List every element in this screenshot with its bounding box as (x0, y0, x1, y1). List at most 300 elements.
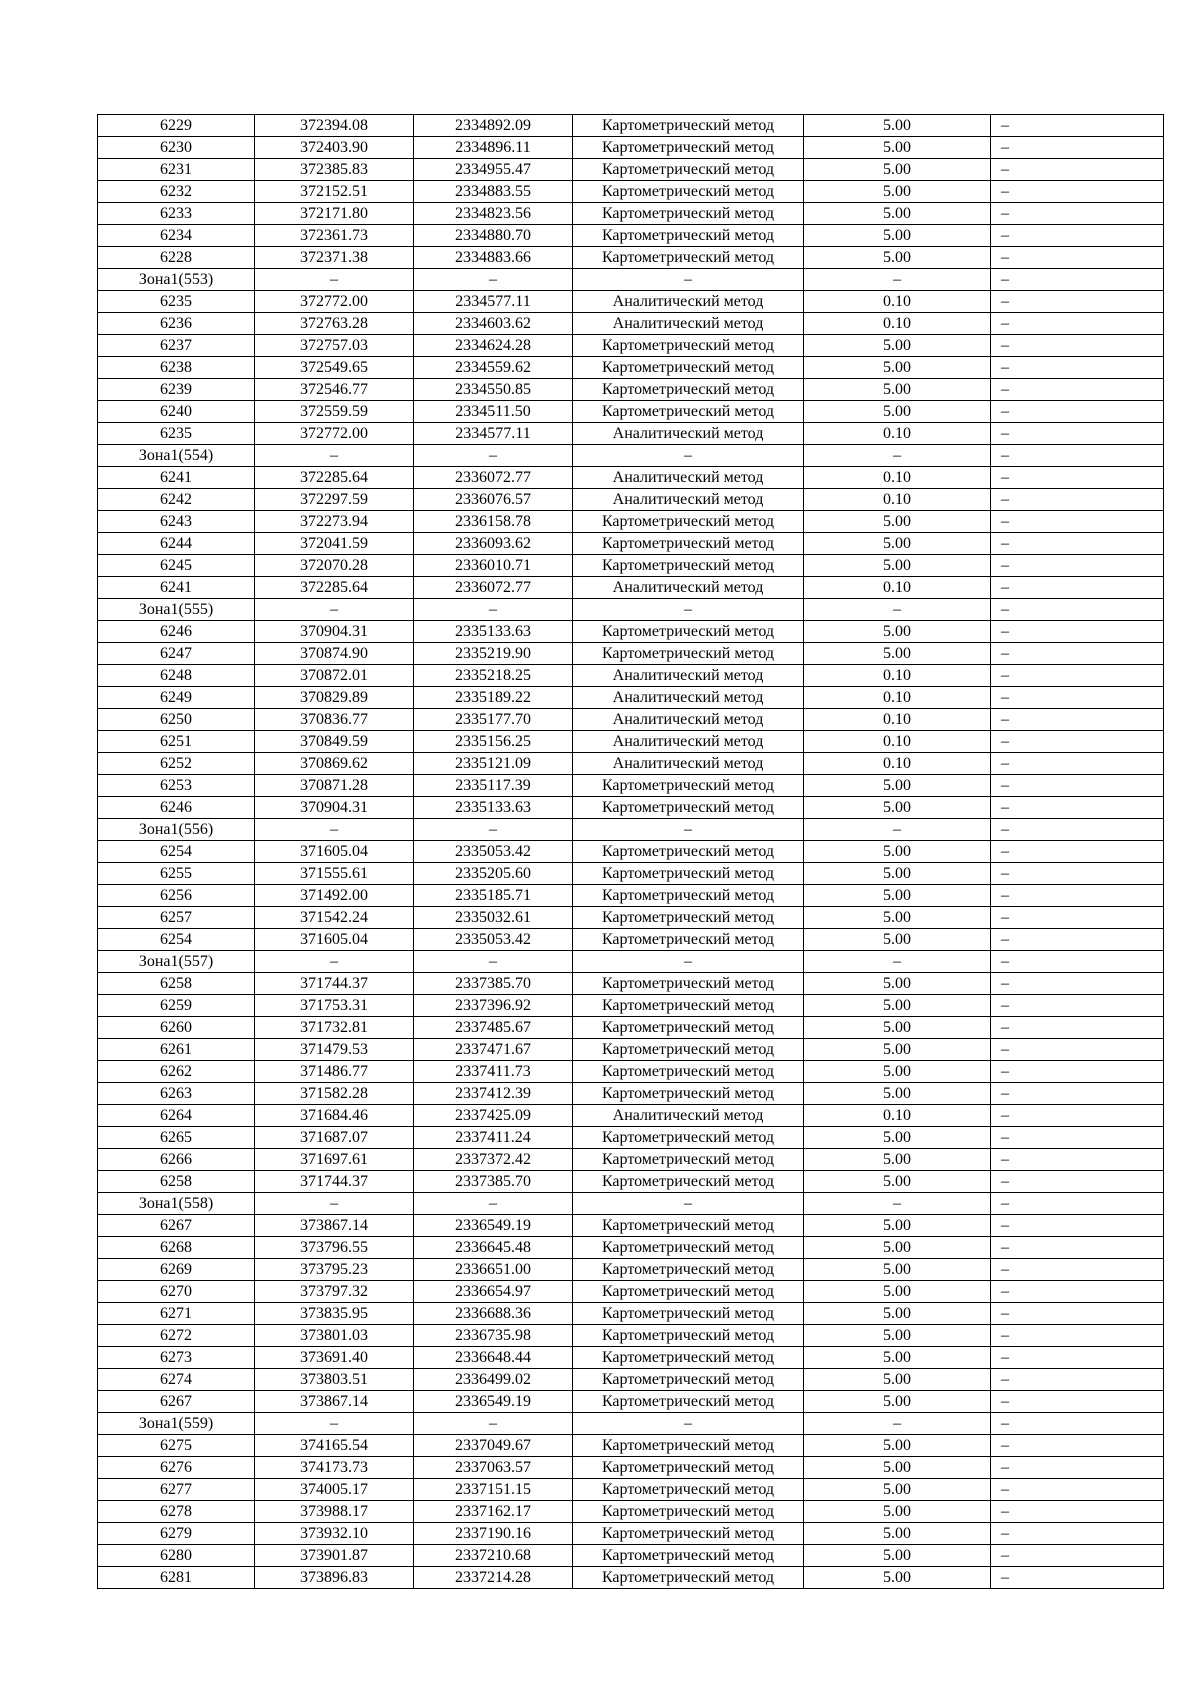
y-coordinate-cell: 2334577.11 (414, 423, 573, 445)
x-coordinate-cell: 373867.14 (255, 1215, 414, 1237)
y-coordinate-cell: 2337214.28 (414, 1567, 573, 1589)
table-row (98, 709, 1164, 731)
zone-header-row (98, 1413, 1164, 1435)
point-number-cell: Зона1(556) (98, 819, 255, 841)
point-number-cell: 6262 (98, 1061, 255, 1083)
point-number-cell: 6250 (98, 709, 255, 731)
description-cell: – (991, 907, 1164, 929)
point-number-cell: Зона1(559) (98, 1413, 255, 1435)
method-cell: Картометрический метод (573, 115, 804, 137)
description-cell: – (991, 159, 1164, 181)
table-row (98, 1237, 1164, 1259)
method-cell: Картометрический метод (573, 137, 804, 159)
accuracy-cell: 0.10 (804, 577, 991, 599)
accuracy-cell: 5.00 (804, 225, 991, 247)
accuracy-cell: 5.00 (804, 1479, 991, 1501)
method-cell: Картометрический метод (573, 929, 804, 951)
zone-header-row (98, 445, 1164, 467)
y-coordinate-cell: 2336549.19 (414, 1391, 573, 1413)
x-coordinate-cell: 371479.53 (255, 1039, 414, 1061)
accuracy-cell: 5.00 (804, 797, 991, 819)
method-cell: – (573, 1413, 804, 1435)
description-cell: – (991, 445, 1164, 467)
y-coordinate-cell: – (414, 269, 573, 291)
x-coordinate-cell: 373795.23 (255, 1259, 414, 1281)
description-cell: – (991, 1171, 1164, 1193)
method-cell: Картометрический метод (573, 1127, 804, 1149)
description-cell: – (991, 951, 1164, 973)
table-row (98, 1017, 1164, 1039)
y-coordinate-cell: – (414, 951, 573, 973)
y-coordinate-cell: 2336010.71 (414, 555, 573, 577)
table-row (98, 511, 1164, 533)
method-cell: Аналитический метод (573, 753, 804, 775)
accuracy-cell: 5.00 (804, 1215, 991, 1237)
method-cell: Картометрический метод (573, 1237, 804, 1259)
description-cell: – (991, 423, 1164, 445)
x-coordinate-cell: 372763.28 (255, 313, 414, 335)
y-coordinate-cell: 2335121.09 (414, 753, 573, 775)
method-cell: Аналитический метод (573, 467, 804, 489)
x-coordinate-cell: 371486.77 (255, 1061, 414, 1083)
method-cell: Картометрический метод (573, 1369, 804, 1391)
point-number-cell: 6276 (98, 1457, 255, 1479)
point-number-cell: 6258 (98, 973, 255, 995)
method-cell: Картометрический метод (573, 1303, 804, 1325)
x-coordinate-cell: 372403.90 (255, 137, 414, 159)
table-row (98, 1281, 1164, 1303)
description-cell: – (991, 1435, 1164, 1457)
accuracy-cell: 5.00 (804, 1259, 991, 1281)
description-cell: – (991, 467, 1164, 489)
point-number-cell: 6254 (98, 929, 255, 951)
table-row (98, 863, 1164, 885)
x-coordinate-cell: 371605.04 (255, 929, 414, 951)
table-row (98, 1259, 1164, 1281)
method-cell: Картометрический метод (573, 1017, 804, 1039)
description-cell: – (991, 533, 1164, 555)
table-row (98, 1501, 1164, 1523)
table-row (98, 1105, 1164, 1127)
y-coordinate-cell: 2334603.62 (414, 313, 573, 335)
accuracy-cell: – (804, 269, 991, 291)
accuracy-cell: 5.00 (804, 1369, 991, 1391)
point-number-cell: 6235 (98, 423, 255, 445)
table-row (98, 159, 1164, 181)
x-coordinate-cell: 370829.89 (255, 687, 414, 709)
y-coordinate-cell: 2334896.11 (414, 137, 573, 159)
method-cell: Картометрический метод (573, 357, 804, 379)
table-row (98, 1215, 1164, 1237)
method-cell: Картометрический метод (573, 973, 804, 995)
table-row (98, 621, 1164, 643)
y-coordinate-cell: – (414, 1413, 573, 1435)
description-cell: – (991, 511, 1164, 533)
point-number-cell: 6228 (98, 247, 255, 269)
y-coordinate-cell: 2334511.50 (414, 401, 573, 423)
x-coordinate-cell: 372273.94 (255, 511, 414, 533)
table-row (98, 797, 1164, 819)
y-coordinate-cell: 2335053.42 (414, 929, 573, 951)
table-row (98, 1567, 1164, 1589)
point-number-cell: 6264 (98, 1105, 255, 1127)
x-coordinate-cell: 371542.24 (255, 907, 414, 929)
accuracy-cell: 5.00 (804, 973, 991, 995)
description-cell: – (991, 621, 1164, 643)
y-coordinate-cell: 2337372.42 (414, 1149, 573, 1171)
y-coordinate-cell: 2337412.39 (414, 1083, 573, 1105)
method-cell: – (573, 951, 804, 973)
description-cell: – (991, 1325, 1164, 1347)
y-coordinate-cell: 2335185.71 (414, 885, 573, 907)
method-cell: Аналитический метод (573, 423, 804, 445)
x-coordinate-cell: 373691.40 (255, 1347, 414, 1369)
method-cell: Аналитический метод (573, 489, 804, 511)
x-coordinate-cell: 374173.73 (255, 1457, 414, 1479)
x-coordinate-cell: 372772.00 (255, 423, 414, 445)
table-row (98, 401, 1164, 423)
accuracy-cell: – (804, 599, 991, 621)
point-number-cell: 6279 (98, 1523, 255, 1545)
x-coordinate-cell: 372285.64 (255, 467, 414, 489)
y-coordinate-cell: 2336072.77 (414, 577, 573, 599)
accuracy-cell: 0.10 (804, 753, 991, 775)
method-cell: Картометрический метод (573, 1545, 804, 1567)
table-row (98, 555, 1164, 577)
method-cell: Картометрический метод (573, 1039, 804, 1061)
description-cell: – (991, 379, 1164, 401)
description-cell: – (991, 1413, 1164, 1435)
method-cell: Аналитический метод (573, 577, 804, 599)
table-row (98, 995, 1164, 1017)
x-coordinate-cell: 371582.28 (255, 1083, 414, 1105)
point-number-cell: Зона1(558) (98, 1193, 255, 1215)
x-coordinate-cell: – (255, 819, 414, 841)
table-row (98, 1061, 1164, 1083)
description-cell: – (991, 797, 1164, 819)
description-cell: – (991, 1369, 1164, 1391)
point-number-cell: 6269 (98, 1259, 255, 1281)
table-row (98, 225, 1164, 247)
description-cell: – (991, 1391, 1164, 1413)
method-cell: Картометрический метод (573, 1435, 804, 1457)
table-row (98, 247, 1164, 269)
table-row (98, 973, 1164, 995)
method-cell: Картометрический метод (573, 1479, 804, 1501)
point-number-cell: 6258 (98, 1171, 255, 1193)
accuracy-cell: 5.00 (804, 643, 991, 665)
y-coordinate-cell: 2336645.48 (414, 1237, 573, 1259)
method-cell: Картометрический метод (573, 907, 804, 929)
description-cell: – (991, 1457, 1164, 1479)
point-number-cell: 6255 (98, 863, 255, 885)
table-row (98, 335, 1164, 357)
y-coordinate-cell: 2337485.67 (414, 1017, 573, 1039)
table-row (98, 1523, 1164, 1545)
method-cell: Картометрический метод (573, 621, 804, 643)
point-number-cell: 6235 (98, 291, 255, 313)
method-cell: Аналитический метод (573, 1105, 804, 1127)
y-coordinate-cell: 2337210.68 (414, 1545, 573, 1567)
y-coordinate-cell: 2337425.09 (414, 1105, 573, 1127)
table-row (98, 731, 1164, 753)
accuracy-cell: 5.00 (804, 929, 991, 951)
description-cell: – (991, 995, 1164, 1017)
zone-header-row (98, 1193, 1164, 1215)
x-coordinate-cell: 370871.28 (255, 775, 414, 797)
x-coordinate-cell: 374005.17 (255, 1479, 414, 1501)
table-row (98, 929, 1164, 951)
method-cell: Картометрический метод (573, 1281, 804, 1303)
x-coordinate-cell: 373801.03 (255, 1325, 414, 1347)
y-coordinate-cell: 2337396.92 (414, 995, 573, 1017)
point-number-cell: 6268 (98, 1237, 255, 1259)
table-row (98, 533, 1164, 555)
y-coordinate-cell: 2334577.11 (414, 291, 573, 313)
x-coordinate-cell: 370872.01 (255, 665, 414, 687)
description-cell: – (991, 137, 1164, 159)
description-cell: – (991, 247, 1164, 269)
point-number-cell: 6251 (98, 731, 255, 753)
y-coordinate-cell: – (414, 599, 573, 621)
x-coordinate-cell: 371732.81 (255, 1017, 414, 1039)
x-coordinate-cell: 371687.07 (255, 1127, 414, 1149)
y-coordinate-cell: 2335133.63 (414, 797, 573, 819)
method-cell: Картометрический метод (573, 1171, 804, 1193)
x-coordinate-cell: – (255, 951, 414, 973)
method-cell: Картометрический метод (573, 1347, 804, 1369)
y-coordinate-cell: 2335053.42 (414, 841, 573, 863)
method-cell: Картометрический метод (573, 511, 804, 533)
x-coordinate-cell: 371684.46 (255, 1105, 414, 1127)
accuracy-cell: 5.00 (804, 137, 991, 159)
method-cell: – (573, 819, 804, 841)
point-number-cell: Зона1(555) (98, 599, 255, 621)
x-coordinate-cell: 370904.31 (255, 797, 414, 819)
table-row (98, 577, 1164, 599)
table-row (98, 885, 1164, 907)
point-number-cell: 6244 (98, 533, 255, 555)
x-coordinate-cell: 372041.59 (255, 533, 414, 555)
x-coordinate-cell: 372297.59 (255, 489, 414, 511)
point-number-cell: 6230 (98, 137, 255, 159)
point-number-cell: 6238 (98, 357, 255, 379)
x-coordinate-cell: 373797.32 (255, 1281, 414, 1303)
point-number-cell: 6265 (98, 1127, 255, 1149)
point-number-cell: 6263 (98, 1083, 255, 1105)
point-number-cell: 6277 (98, 1479, 255, 1501)
method-cell: Картометрический метод (573, 1083, 804, 1105)
point-number-cell: 6242 (98, 489, 255, 511)
table-row (98, 291, 1164, 313)
x-coordinate-cell: 373932.10 (255, 1523, 414, 1545)
accuracy-cell: 5.00 (804, 1127, 991, 1149)
x-coordinate-cell: 373835.95 (255, 1303, 414, 1325)
x-coordinate-cell: 370836.77 (255, 709, 414, 731)
y-coordinate-cell: 2336499.02 (414, 1369, 573, 1391)
x-coordinate-cell: 372385.83 (255, 159, 414, 181)
y-coordinate-cell: 2336654.97 (414, 1281, 573, 1303)
x-coordinate-cell: 372772.00 (255, 291, 414, 313)
point-number-cell: 6257 (98, 907, 255, 929)
x-coordinate-cell: 372546.77 (255, 379, 414, 401)
point-number-cell: 6266 (98, 1149, 255, 1171)
accuracy-cell: 5.00 (804, 1435, 991, 1457)
description-cell: – (991, 1105, 1164, 1127)
table-row (98, 1369, 1164, 1391)
method-cell: Картометрический метод (573, 203, 804, 225)
point-number-cell: 6248 (98, 665, 255, 687)
point-number-cell: 6246 (98, 621, 255, 643)
accuracy-cell: 5.00 (804, 1149, 991, 1171)
point-number-cell: 6252 (98, 753, 255, 775)
method-cell: Аналитический метод (573, 687, 804, 709)
table-row (98, 1149, 1164, 1171)
x-coordinate-cell: 373796.55 (255, 1237, 414, 1259)
description-cell: – (991, 1039, 1164, 1061)
description-cell: – (991, 555, 1164, 577)
description-cell: – (991, 687, 1164, 709)
description-cell: – (991, 1237, 1164, 1259)
zone-header-row (98, 599, 1164, 621)
method-cell: Картометрический метод (573, 401, 804, 423)
description-cell: – (991, 973, 1164, 995)
method-cell: Картометрический метод (573, 1149, 804, 1171)
x-coordinate-cell: 372285.64 (255, 577, 414, 599)
description-cell: – (991, 841, 1164, 863)
method-cell: Картометрический метод (573, 863, 804, 885)
x-coordinate-cell: – (255, 1413, 414, 1435)
method-cell: Аналитический метод (573, 291, 804, 313)
y-coordinate-cell: 2336093.62 (414, 533, 573, 555)
description-cell: – (991, 819, 1164, 841)
point-number-cell: 6260 (98, 1017, 255, 1039)
method-cell: Картометрический метод (573, 995, 804, 1017)
y-coordinate-cell: 2335133.63 (414, 621, 573, 643)
description-cell: – (991, 203, 1164, 225)
point-number-cell: 6256 (98, 885, 255, 907)
method-cell: – (573, 269, 804, 291)
x-coordinate-cell: – (255, 269, 414, 291)
method-cell: Аналитический метод (573, 665, 804, 687)
accuracy-cell: 0.10 (804, 467, 991, 489)
accuracy-cell: 5.00 (804, 1325, 991, 1347)
method-cell: Картометрический метод (573, 1501, 804, 1523)
method-cell: Картометрический метод (573, 225, 804, 247)
point-number-cell: 6239 (98, 379, 255, 401)
x-coordinate-cell: 370874.90 (255, 643, 414, 665)
accuracy-cell: 5.00 (804, 907, 991, 929)
table-row (98, 1325, 1164, 1347)
table-row (98, 1039, 1164, 1061)
y-coordinate-cell: – (414, 445, 573, 467)
x-coordinate-cell: 371697.61 (255, 1149, 414, 1171)
y-coordinate-cell: 2337162.17 (414, 1501, 573, 1523)
description-cell: – (991, 753, 1164, 775)
description-cell: – (991, 1523, 1164, 1545)
y-coordinate-cell: 2334624.28 (414, 335, 573, 357)
point-number-cell: 6233 (98, 203, 255, 225)
table-row (98, 1391, 1164, 1413)
y-coordinate-cell: 2337190.16 (414, 1523, 573, 1545)
method-cell: Картометрический метод (573, 1523, 804, 1545)
x-coordinate-cell: 371744.37 (255, 973, 414, 995)
method-cell: Картометрический метод (573, 885, 804, 907)
y-coordinate-cell: 2334892.09 (414, 115, 573, 137)
accuracy-cell: 5.00 (804, 1303, 991, 1325)
y-coordinate-cell: 2335219.90 (414, 643, 573, 665)
accuracy-cell: – (804, 1193, 991, 1215)
accuracy-cell: 5.00 (804, 995, 991, 1017)
method-cell: Картометрический метод (573, 379, 804, 401)
y-coordinate-cell: 2337411.24 (414, 1127, 573, 1149)
y-coordinate-cell: 2336688.36 (414, 1303, 573, 1325)
accuracy-cell: 5.00 (804, 1017, 991, 1039)
point-number-cell: 6246 (98, 797, 255, 819)
point-number-cell: 6259 (98, 995, 255, 1017)
point-number-cell: Зона1(553) (98, 269, 255, 291)
accuracy-cell: – (804, 1413, 991, 1435)
y-coordinate-cell: 2336648.44 (414, 1347, 573, 1369)
method-cell: Картометрический метод (573, 335, 804, 357)
method-cell: Картометрический метод (573, 247, 804, 269)
description-cell: – (991, 313, 1164, 335)
accuracy-cell: 0.10 (804, 489, 991, 511)
accuracy-cell: 5.00 (804, 1171, 991, 1193)
accuracy-cell: 5.00 (804, 885, 991, 907)
accuracy-cell: – (804, 445, 991, 467)
point-number-cell: 6236 (98, 313, 255, 335)
description-cell: – (991, 357, 1164, 379)
point-number-cell: 6271 (98, 1303, 255, 1325)
table-row (98, 467, 1164, 489)
y-coordinate-cell: 2337063.57 (414, 1457, 573, 1479)
table-row (98, 753, 1164, 775)
x-coordinate-cell: 371744.37 (255, 1171, 414, 1193)
zone-header-row (98, 269, 1164, 291)
accuracy-cell: 5.00 (804, 181, 991, 203)
description-cell: – (991, 1061, 1164, 1083)
coordinates-table (97, 114, 1164, 1589)
accuracy-cell: 0.10 (804, 731, 991, 753)
point-number-cell: 6237 (98, 335, 255, 357)
point-number-cell: 6281 (98, 1567, 255, 1589)
accuracy-cell: 5.00 (804, 775, 991, 797)
point-number-cell: 6243 (98, 511, 255, 533)
x-coordinate-cell: 372757.03 (255, 335, 414, 357)
y-coordinate-cell: 2335189.22 (414, 687, 573, 709)
accuracy-cell: 0.10 (804, 291, 991, 313)
point-number-cell: 6267 (98, 1215, 255, 1237)
x-coordinate-cell: 373867.14 (255, 1391, 414, 1413)
table-row (98, 379, 1164, 401)
y-coordinate-cell: 2337049.67 (414, 1435, 573, 1457)
x-coordinate-cell: – (255, 599, 414, 621)
accuracy-cell: 5.00 (804, 335, 991, 357)
x-coordinate-cell: 373988.17 (255, 1501, 414, 1523)
description-cell: – (991, 1567, 1164, 1589)
table-row (98, 423, 1164, 445)
table-row (98, 137, 1164, 159)
point-number-cell: 6249 (98, 687, 255, 709)
accuracy-cell: 5.00 (804, 401, 991, 423)
method-cell: Картометрический метод (573, 533, 804, 555)
method-cell: Картометрический метод (573, 1391, 804, 1413)
y-coordinate-cell: – (414, 819, 573, 841)
x-coordinate-cell: 371753.31 (255, 995, 414, 1017)
method-cell: – (573, 445, 804, 467)
method-cell: Картометрический метод (573, 775, 804, 797)
